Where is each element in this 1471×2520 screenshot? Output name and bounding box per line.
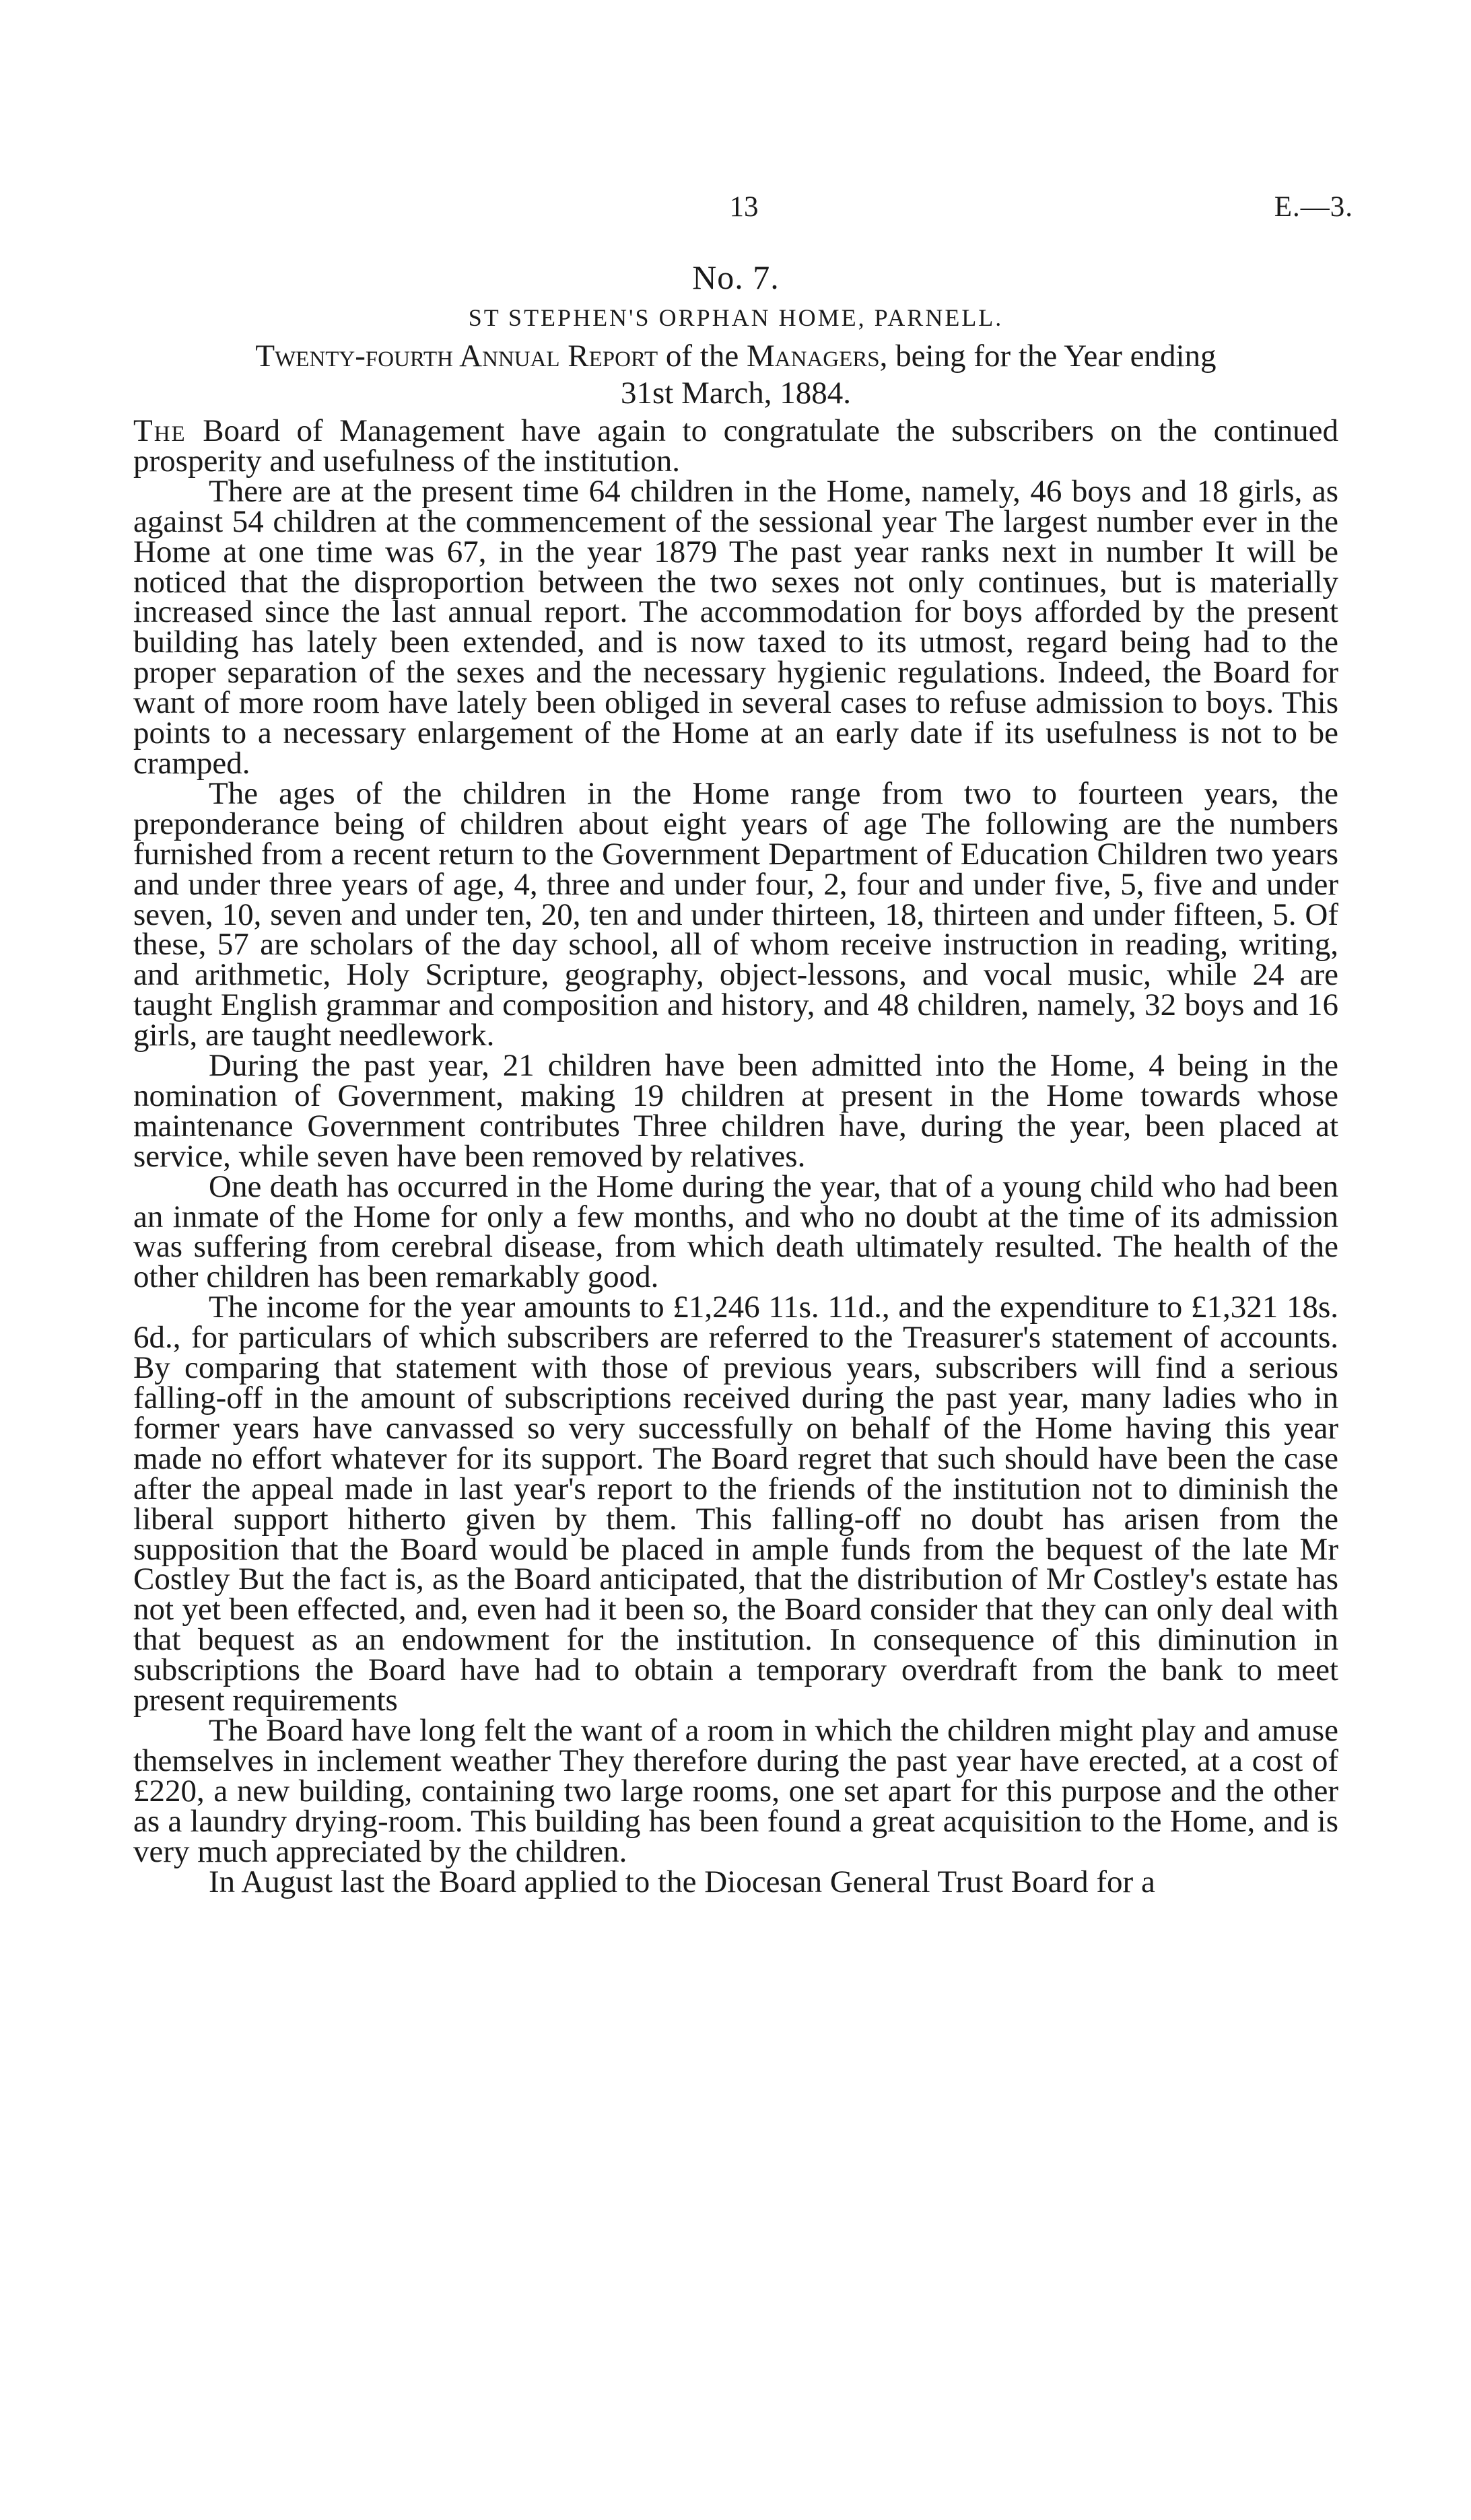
paragraph-4: During the past year, 21 children have been admitted into the Home, 4 being in the nomination of Government, making 19 children at present in the Home towards whose maintenance Government contributes Three children have, during the year, been placed at service, while seven have been removed by relatives. [133, 1048, 1338, 1174]
report-ordinal: Twenty-fourth Annual Report [255, 339, 658, 374]
paragraph-1-lead: The [133, 413, 186, 448]
report-of-the: of the [665, 339, 739, 374]
report-title [133, 338, 1338, 412]
paragraph-7: The Board have long felt the want of a room in which the children might play and amuse themselves in inclement weather They therefore during the past year have erected, at a cost of £220, a new building, containing two large rooms, one set apart for this purpose and the other as a laundry drying-room. This building has been found a great acquisition to the Home, and is very much appreciated by the children. [133, 1712, 1338, 1869]
report-date: 31st March, 1884. [620, 376, 851, 411]
page-number: 13 [729, 191, 759, 223]
page-reference: E.—3. [1274, 191, 1353, 223]
report-heading [133, 257, 1338, 412]
document-number: No. 7. [692, 258, 780, 296]
report-tail: being for the Year ending [895, 339, 1217, 374]
report-body [133, 413, 1338, 1899]
paragraph-2: There are at the present time 64 children in the Home, namely, 46 boys and 18 girls, as against 54 children at the commencement of the sessional year The largest number ever in the Home at one time was 67, in the year 1879 The past year ranks next in number It will be noticed that the disproportion between the two sexes not only continues, but is materially increased since the last annual report. The accommodation for boys afforded by the present building has lately been extended, and is now taxed to its utmost, regard being had to the proper separation of the sexes and the necessary hygienic regulations. Indeed, the Board for want of more room have lately been obliged in several cases to refuse admission to boys. This points to a necessary enlargement of the Home at an early date if its usefulness is not to be cramped. [133, 473, 1338, 781]
paragraph-1 [133, 413, 1338, 479]
institution-title: ST STEPHEN'S ORPHAN HOME, PARNELL. [468, 304, 1004, 331]
paragraph-6: The income for the year amounts to £1,246 11s. 11d., and the expenditure to £1,321 18s. 6d., for particulars of which subscribers are referred to the Treasurer's statement of accounts. By comparing that statement with those of previous years, subscribers will find a serious falling-off in the amount of subscriptions received during the past year, many ladies who in former years have canvassed so very successfully on behalf of the Home having this year made no effort whatever for its support. The Board regret that such should have been the case after the appeal made in last year's report to the friends of the institution not to diminish the liberal support hitherto given by them. This falling-off no doubt has arisen from the supposition that the Board would be placed in ample funds from the bequest of the late Mr Costley But the fact is, as the Board anticipated, that the distribution of Mr Costley's estate has not yet been effected, and, even had it been so, the Board consider that they can only deal with that bequest as an endowment for the institution. In consequence of this diminution in subscriptions the Board have had to obtain a temporary overdraft from the bank to meet present requirements [133, 1290, 1338, 1718]
paragraph-5: One death has occurred in the Home during the year, that of a young child who had been an inmate of the Home for only a few months, and who no doubt at the time of its admission was suffering from cerebral disease, from which death ultimately resulted. The health of the other children has been remarkably good. [133, 1168, 1338, 1295]
paragraph-8: In August last the Board applied to the Diocesan General Trust Board for a [209, 1864, 1155, 1899]
report-managers: Managers, [746, 339, 888, 374]
paragraph-3: The ages of the children in the Home range from two to fourteen years, the preponderance being of children about eight years of age The following are the numbers furnished from a recent return to the Government Department of Education Children two years and under three years of age, 4, three and under four, 2, four and under five, 5, five and under seven, 10, seven and under ten, 20, ten and under thirteen, 18, thirteen and under fifteen, 5. Of these, 57 are scholars of the day school, all of whom receive instruction in reading, writing, and arithmetic, Holy Scripture, geography, object-lessons, and vocal music, while 24 are taught English grammar and composition and history, and 48 children, namely, 32 boys and 16 girls, are taught needlework. [133, 775, 1338, 1053]
paragraph-1-text: Board of Management have again to congratulate the subscribers on the continued prosperity and usefulness of the institution. [133, 413, 1338, 479]
